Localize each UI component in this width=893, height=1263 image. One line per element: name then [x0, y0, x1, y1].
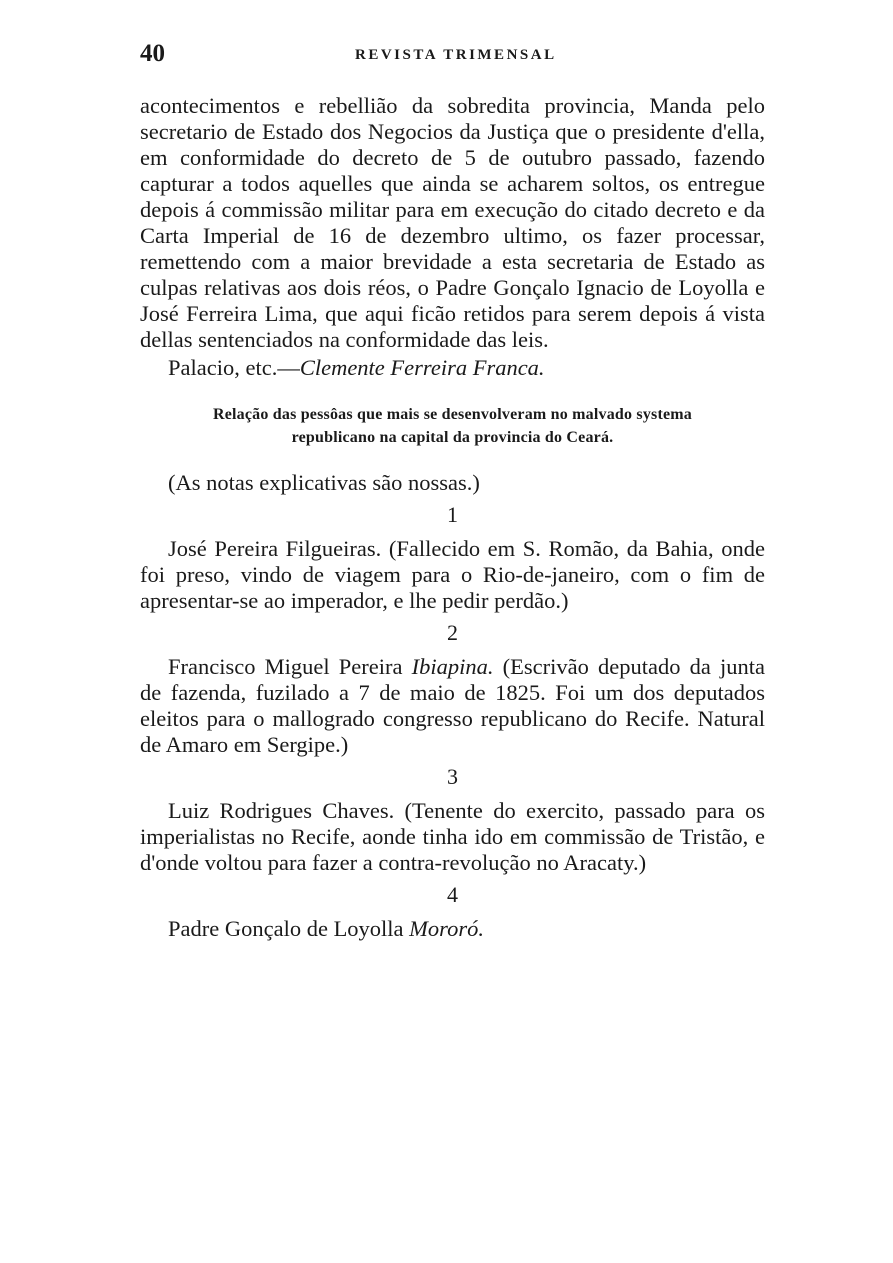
- signature-prefix: Palacio, etc.—: [168, 355, 300, 380]
- entry-italic: Ibiapina.: [411, 654, 494, 679]
- section-heading-line-1: Relação das pessôas que mais se desenvolveram no malvado systema: [212, 406, 693, 423]
- page-number: 40: [140, 40, 165, 67]
- list-item: [140, 536, 765, 614]
- entry-number: 4: [447, 882, 458, 907]
- entry-italic: Mororó.: [409, 916, 484, 941]
- list-item: [140, 654, 765, 758]
- section-heading: [140, 403, 765, 449]
- entry-number: 3: [447, 764, 458, 789]
- entry-text: José Pereira Filgueiras. (Fallecido em S. Romão, da Bahia, onde foi preso, vindo de viagem para o Rio-de-janeiro, com o fim de apresentar-se ao imperador, e lhe pedir perdão.): [140, 536, 765, 613]
- signature-name: Clemente Ferreira Franca.: [299, 355, 545, 380]
- entry-text-after: (Escrivão deputado da junta de fazenda, fuzilado a 7 de maio de 1825. Foi um dos deputados eleitos para o mallogrado congresso republicano do Recife. Natural de Amaro em Sergipe.): [140, 654, 765, 757]
- page-content: [140, 93, 765, 942]
- entry-number: 1: [447, 502, 458, 527]
- running-title: REVISTA TRIMENSAL: [355, 47, 557, 63]
- opening-paragraph: acontecimentos e rebellião da sobredita provincia, Manda pelo secretario de Estado dos Negocios da Justiça que o presidente d'ella, em conformidade do decreto de 5 de outubro passado, fazendo capturar a todos aquelles que ainda se acharem soltos, os entregue depois á commissão militar para em execução do citado decreto e da Carta Imperial de 16 de dezembro ultimo, os fazer processar, remettendo com a maior brevidade a esta secretaria de Estado as culpas relativas aos dois réos, o Padre Gonçalo Ignacio de Loyolla e José Ferreira Lima, que aqui ficão retidos para serem depois á vista dellas sentenciados na conformidade das leis.: [140, 93, 765, 352]
- entry-text: Francisco Miguel Pereira: [168, 654, 412, 679]
- section-heading-line-2: republicano na capital da provincia do Ceará.: [291, 429, 614, 446]
- entry-number: 2: [447, 620, 458, 645]
- entry-text: Luiz Rodrigues Chaves. (Tenente do exercito, passado para os imperialistas no Recife, aonde tinha ido em commissão de Tristão, e d'onde voltou para fazer a contra-revolução no Aracaty.): [140, 798, 765, 875]
- editorial-note: (As notas explicativas são nossas.): [168, 470, 480, 495]
- page-header: [140, 40, 765, 70]
- entry-text: Padre Gonçalo de Loyolla: [168, 916, 410, 941]
- list-item: [140, 798, 765, 876]
- list-item: [140, 916, 765, 942]
- signature-line: [140, 355, 765, 381]
